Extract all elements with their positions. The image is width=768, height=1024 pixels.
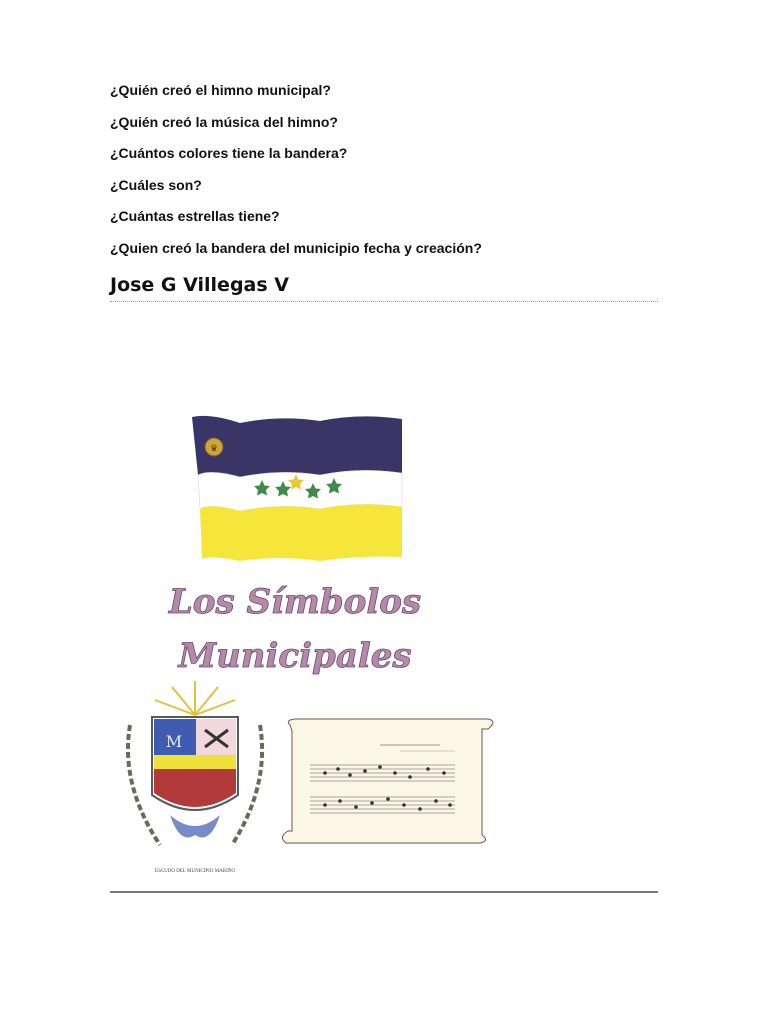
question-1: ¿Quién creó el himno municipal? [110,82,331,98]
question-4: ¿Cuáles son? [110,176,202,193]
municipal-flag [192,416,402,561]
author-heading: Jose G Villegas V [110,274,289,296]
question-3: ¿Cuántos colores tiene la bandera? [110,145,348,161]
figure-title-line1: Los Símbolos [168,582,422,622]
municipal-symbols-image [110,385,550,880]
svg-text:M: M [165,732,183,751]
bottom-divider [110,891,658,893]
coat-of-arms [128,681,262,874]
question-6: ¿Quien creó la bandera del municipio fecha y creación? [110,239,482,256]
svg-text:♛: ♛ [209,444,219,454]
dotted-divider [110,301,658,302]
questions-list [110,82,670,271]
anthem-sheet-music [282,719,493,843]
symbols-illustration [110,385,550,880]
question-2: ¿Quién creó la música del himno? [110,113,338,130]
question-5: ¿Cuántas estrellas tiene? [110,208,280,224]
shield-caption: ESCUDO DEL MUNICIPIO MARIÑO [155,869,235,874]
figure-title-line2: Municipales [178,636,412,676]
